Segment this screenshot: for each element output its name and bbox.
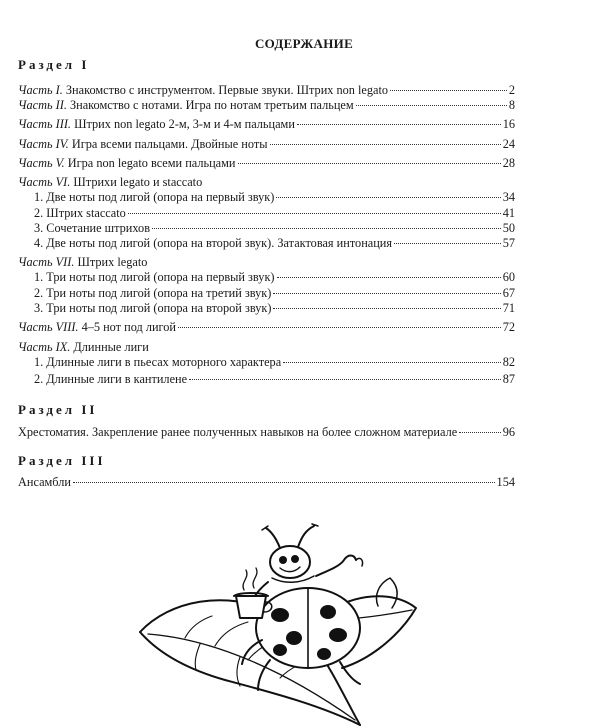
toc-entry-part-2[interactable] [18, 98, 515, 112]
dot-leader [283, 362, 501, 363]
section-heading-1: Раздел I [18, 57, 90, 72]
toc-heading-part-6[interactable] [18, 175, 202, 190]
part-label: Часть III. [18, 117, 71, 131]
toc-entry-9-2[interactable] [34, 372, 515, 386]
toc-entry-7-2[interactable] [34, 286, 515, 300]
part-label: Часть VII. [18, 255, 75, 269]
page-number: 57 [502, 236, 515, 250]
page-number: 34 [502, 190, 515, 204]
entry-text: Ансамбли [18, 475, 71, 489]
page-number: 2 [508, 83, 515, 97]
page-number: 60 [502, 270, 515, 284]
toc-heading-part-7[interactable] [18, 255, 147, 270]
part-label: Часть IV. [18, 137, 69, 151]
dot-leader [356, 105, 507, 106]
page-number: 24 [502, 137, 515, 151]
toc-entry-part-8[interactable] [18, 320, 515, 334]
dot-leader [297, 124, 501, 125]
page-number: 72 [502, 320, 515, 334]
dot-leader [276, 197, 500, 198]
dot-leader [73, 482, 495, 483]
entry-text: 1. Две ноты под лигой (опора на первый звук) [34, 190, 275, 204]
section-heading-3: Раздел III [18, 453, 106, 468]
entry-text: Штрих legato [77, 255, 148, 269]
part-label: Часть VI. [18, 175, 71, 189]
toc-entry-6-4[interactable] [34, 236, 515, 250]
toc-entry-part-3[interactable] [18, 117, 515, 131]
dot-leader [270, 144, 501, 145]
page-number: 71 [502, 301, 515, 315]
entry-text: 1. Длинные лиги в пьесах моторного характера [34, 355, 282, 369]
dot-leader [273, 308, 500, 309]
page-number: 82 [502, 355, 515, 369]
entry-text: 3. Три ноты под лигой (опора на второй звук) [34, 301, 272, 315]
dot-leader [394, 243, 501, 244]
entry-text: Длинные лиги [73, 340, 149, 354]
entry-text: 2. Штрих staccato [34, 206, 126, 220]
part-label: Часть I. [18, 83, 63, 97]
toc-entry-6-3[interactable] [34, 221, 515, 235]
entry-text: Знакомство с инструментом. Первые звуки. Штрих non legato [65, 83, 389, 97]
toc-entry-9-1[interactable] [34, 355, 515, 369]
entry-text: 2. Длинные лиги в кантилене [34, 372, 188, 386]
dot-leader [128, 213, 501, 214]
part-label: Часть II. [18, 98, 67, 112]
toc-heading-part-9[interactable] [18, 340, 149, 355]
dot-leader [152, 228, 501, 229]
entry-text: Знакомство с нотами. Игра по нотам третьим пальцем [69, 98, 354, 112]
dot-leader [277, 277, 501, 278]
page-number: 8 [508, 98, 515, 112]
dot-leader [459, 432, 501, 433]
entry-text: Игра всеми пальцами. Двойные ноты [71, 137, 268, 151]
page-number: 16 [502, 117, 515, 131]
toc-entry-anthology[interactable] [18, 425, 515, 439]
part-label: Часть VIII. [18, 320, 79, 334]
page-number: 67 [502, 286, 515, 300]
entry-text: Игра non legato всеми пальцами [67, 156, 236, 170]
part-label: Часть V. [18, 156, 65, 170]
page-title: СОДЕРЖАНИЕ [254, 36, 354, 51]
toc-entry-part-1[interactable] [18, 83, 515, 97]
toc-entry-part-4[interactable] [18, 137, 515, 151]
dot-leader [273, 293, 500, 294]
page-number: 41 [502, 206, 515, 220]
entry-text: Штрихи legato и staccato [73, 175, 203, 189]
entry-text: Хрестоматия. Закрепление ранее полученных навыков на более сложном материале [18, 425, 458, 439]
ladybug-illustration [130, 520, 420, 727]
entry-text: 3. Сочетание штрихов [34, 221, 151, 235]
dot-leader [390, 90, 507, 91]
toc-entry-7-1[interactable] [34, 270, 515, 284]
page-number: 50 [502, 221, 515, 235]
toc-entry-7-3[interactable] [34, 301, 515, 315]
page-number: 28 [502, 156, 515, 170]
page-number: 154 [496, 475, 515, 489]
entry-text: 4. Две ноты под лигой (опора на второй звук). Затактовая интонация [34, 236, 393, 250]
dot-leader [238, 163, 501, 164]
entry-text: 4–5 нот под лигой [81, 320, 177, 334]
toc-entry-6-1[interactable] [34, 190, 515, 204]
page-number: 96 [502, 425, 515, 439]
toc-entry-6-2[interactable] [34, 206, 515, 220]
toc-entry-part-5[interactable] [18, 156, 515, 170]
entry-text: Штрих non legato 2-м, 3-м и 4-м пальцами [74, 117, 295, 131]
dot-leader [178, 327, 501, 328]
section-heading-2: Раздел II [18, 402, 98, 417]
dot-leader [189, 379, 501, 380]
page-number: 87 [502, 372, 515, 386]
entry-text: 2. Три ноты под лигой (опора на третий звук) [34, 286, 272, 300]
part-label: Часть IX. [18, 340, 71, 354]
toc-entry-ensembles[interactable] [18, 475, 515, 489]
entry-text: 1. Три ноты под лигой (опора на первый звук) [34, 270, 275, 284]
